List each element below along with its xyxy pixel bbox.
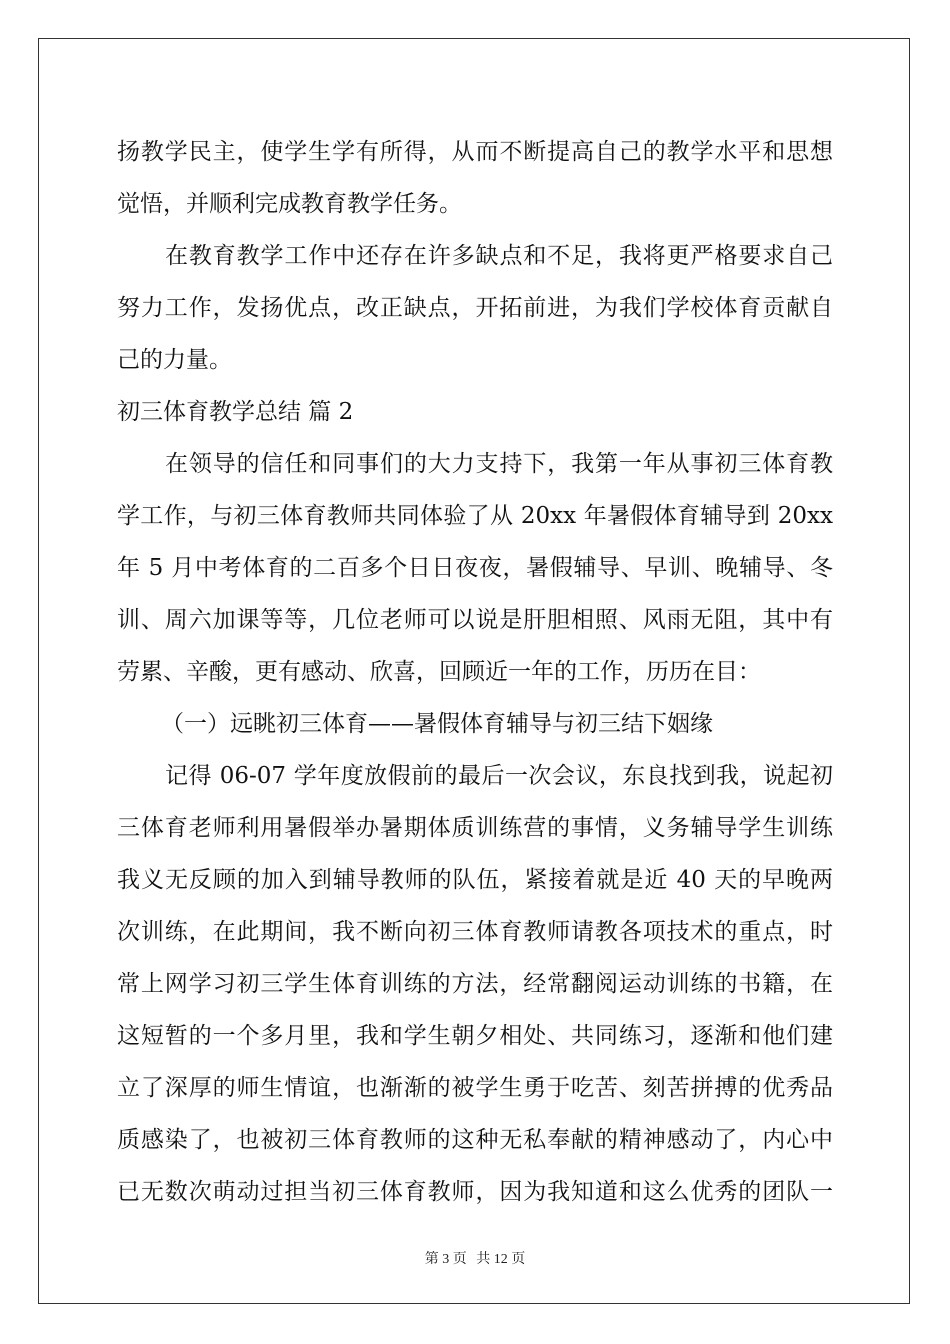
body-line: 努力工作，发扬优点，改正缺点，开拓前进，为我们学校体育贡献自 [117,295,833,321]
subsection-heading: （一）远眺初三体育——暑假体育辅导与初三结下姻缘 [161,711,713,737]
body-line: 觉悟，并顺利完成教育教学任务。 [117,191,462,217]
body-line: 已无数次萌动过担当初三体育教师，因为我知道和这么优秀的团队一 [117,1179,833,1205]
section-heading: 初三体育教学总结 篇 2 [117,399,354,425]
body-line: 学工作，与初三体育教师共同体验了从 20xx 年暑假体育辅导到 20xx [117,503,833,529]
body-line: 这短暂的一个多月里，我和学生朝夕相处、共同练习，逐渐和他们建 [117,1023,833,1049]
page-total: 共 12 页 [476,1252,526,1267]
paragraph-first-line: 在教育教学工作中还存在许多缺点和不足，我将更严格要求自己 [165,243,833,269]
body-line: 我义无反顾的加入到辅导教师的队伍，紧接着就是近 40 天的早晚两 [117,867,833,893]
body-line: 扬教学民主，使学生学有所得，从而不断提高自己的教学水平和思想 [117,139,833,165]
body-line: 立了深厚的师生情谊，也渐渐的被学生勇于吃苦、刻苦拼搏的优秀品 [117,1075,833,1101]
body-line: 己的力量。 [117,347,232,373]
body-line: 质感染了，也被初三体育教师的这种无私奉献的精神感动了，内心中 [117,1127,833,1153]
page-number: 第 3 页 [424,1252,467,1267]
page-footer [0,1248,950,1268]
body-line: 常上网学习初三学生体育训练的方法，经常翻阅运动训练的书籍，在 [117,971,833,997]
body-line: 次训练，在此期间，我不断向初三体育教师请教各项技术的重点，时 [117,919,833,945]
paragraph-first-line: 记得 06-07 学年度放假前的最后一次会议，东良找到我，说起初 [165,763,833,789]
body-line: 年 5 月中考体育的二百多个日日夜夜，暑假辅导、早训、晚辅导、冬 [117,555,833,581]
document-body [117,126,833,1218]
paragraph-first-line: 在领导的信任和同事们的大力支持下，我第一年从事初三体育教 [165,451,833,477]
body-line: 劳累、辛酸，更有感动、欣喜，回顾近一年的工作，历历在目： [117,659,761,685]
body-line: 三体育老师利用暑假举办暑期体质训练营的事情，义务辅导学生训练 [117,815,833,841]
body-line: 训、周六加课等等，几位老师可以说是肝胆相照、风雨无阻，其中有 [117,607,833,633]
